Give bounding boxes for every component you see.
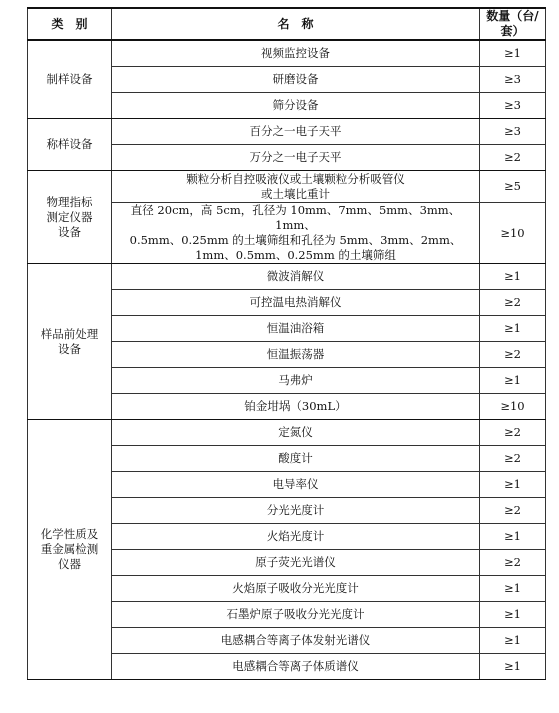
- item-name-cell: 颗粒分析自控吸液仪或土壤颗粒分析吸管仪 或土壤比重计: [112, 171, 480, 203]
- item-name-cell: 分光光度计: [112, 498, 480, 524]
- item-name-cell: 定氮仪: [112, 420, 480, 446]
- item-qty-cell: ≥2: [480, 342, 546, 368]
- item-qty-cell: ≥2: [480, 550, 546, 576]
- item-name-cell: 电感耦合等离子体质谱仪: [112, 654, 480, 680]
- item-qty-cell: ≥2: [480, 446, 546, 472]
- item-qty-cell: ≥5: [480, 171, 546, 203]
- item-qty-cell: ≥1: [480, 654, 546, 680]
- item-name-cell: 百分之一电子天平: [112, 119, 480, 145]
- item-name-cell: 火焰原子吸收分光光度计: [112, 576, 480, 602]
- item-name-cell: 微波消解仪: [112, 264, 480, 290]
- header-name: 名 称: [112, 8, 480, 40]
- item-qty-cell: ≥10: [480, 203, 546, 264]
- category-cell: 样品前处理 设备: [28, 264, 112, 420]
- category-group: [28, 264, 546, 420]
- category-cell: 化学性质及 重金属检测 仪器: [28, 420, 112, 680]
- category-group: [28, 171, 546, 264]
- item-name-cell: 恒温振荡器: [112, 342, 480, 368]
- item-qty-cell: ≥2: [480, 498, 546, 524]
- category-group: [28, 420, 546, 680]
- item-name-cell: 电导率仪: [112, 472, 480, 498]
- item-qty-cell: ≥1: [480, 472, 546, 498]
- header-qty: 数量（台/套）: [480, 8, 546, 40]
- category-cell: 称样设备: [28, 119, 112, 171]
- item-qty-cell: ≥2: [480, 290, 546, 316]
- item-name-cell: 直径 20cm，高 5cm，孔径为 10mm、7mm、5mm、3mm、1mm、 0.5mm、0.25mm 的土壤筛组和孔径为 5mm、3mm、2mm、 1mm、0.5mm、0.25mm 的土壤筛组: [112, 203, 480, 264]
- equipment-table: [27, 7, 546, 680]
- item-name-cell: 马弗炉: [112, 368, 480, 394]
- item-name-cell: 研磨设备: [112, 67, 480, 93]
- table-row: [28, 264, 546, 290]
- table-row: [28, 420, 546, 446]
- category-cell: 物理指标 测定仪器 设备: [28, 171, 112, 264]
- table-row: [28, 171, 546, 203]
- item-name-cell: 铂金坩埚（30mL）: [112, 394, 480, 420]
- item-name-cell: 电感耦合等离子体发射光谱仪: [112, 628, 480, 654]
- item-qty-cell: ≥1: [480, 264, 546, 290]
- item-name-cell: 石墨炉原子吸收分光光度计: [112, 602, 480, 628]
- item-name-cell: 可控温电热消解仪: [112, 290, 480, 316]
- item-name-cell: 酸度计: [112, 446, 480, 472]
- category-cell: 制样设备: [28, 40, 112, 119]
- item-qty-cell: ≥1: [480, 316, 546, 342]
- item-qty-cell: ≥1: [480, 368, 546, 394]
- table-row: [28, 40, 546, 67]
- table-header: [28, 8, 546, 40]
- item-qty-cell: ≥1: [480, 576, 546, 602]
- header-category: 类 别: [28, 8, 112, 40]
- item-qty-cell: ≥1: [480, 602, 546, 628]
- item-name-cell: 原子荧光光谱仪: [112, 550, 480, 576]
- item-name-cell: 万分之一电子天平: [112, 145, 480, 171]
- item-name-cell: 筛分设备: [112, 93, 480, 119]
- item-qty-cell: ≥1: [480, 524, 546, 550]
- item-name-cell: 视频监控设备: [112, 40, 480, 67]
- item-qty-cell: ≥3: [480, 67, 546, 93]
- item-name-cell: 恒温油浴箱: [112, 316, 480, 342]
- category-group: [28, 40, 546, 119]
- item-name-cell: 火焰光度计: [112, 524, 480, 550]
- category-group: [28, 119, 546, 171]
- item-qty-cell: ≥1: [480, 628, 546, 654]
- item-qty-cell: ≥2: [480, 420, 546, 446]
- item-qty-cell: ≥1: [480, 40, 546, 67]
- item-qty-cell: ≥10: [480, 394, 546, 420]
- table-row: [28, 119, 546, 145]
- item-qty-cell: ≥2: [480, 145, 546, 171]
- item-qty-cell: ≥3: [480, 119, 546, 145]
- item-qty-cell: ≥3: [480, 93, 546, 119]
